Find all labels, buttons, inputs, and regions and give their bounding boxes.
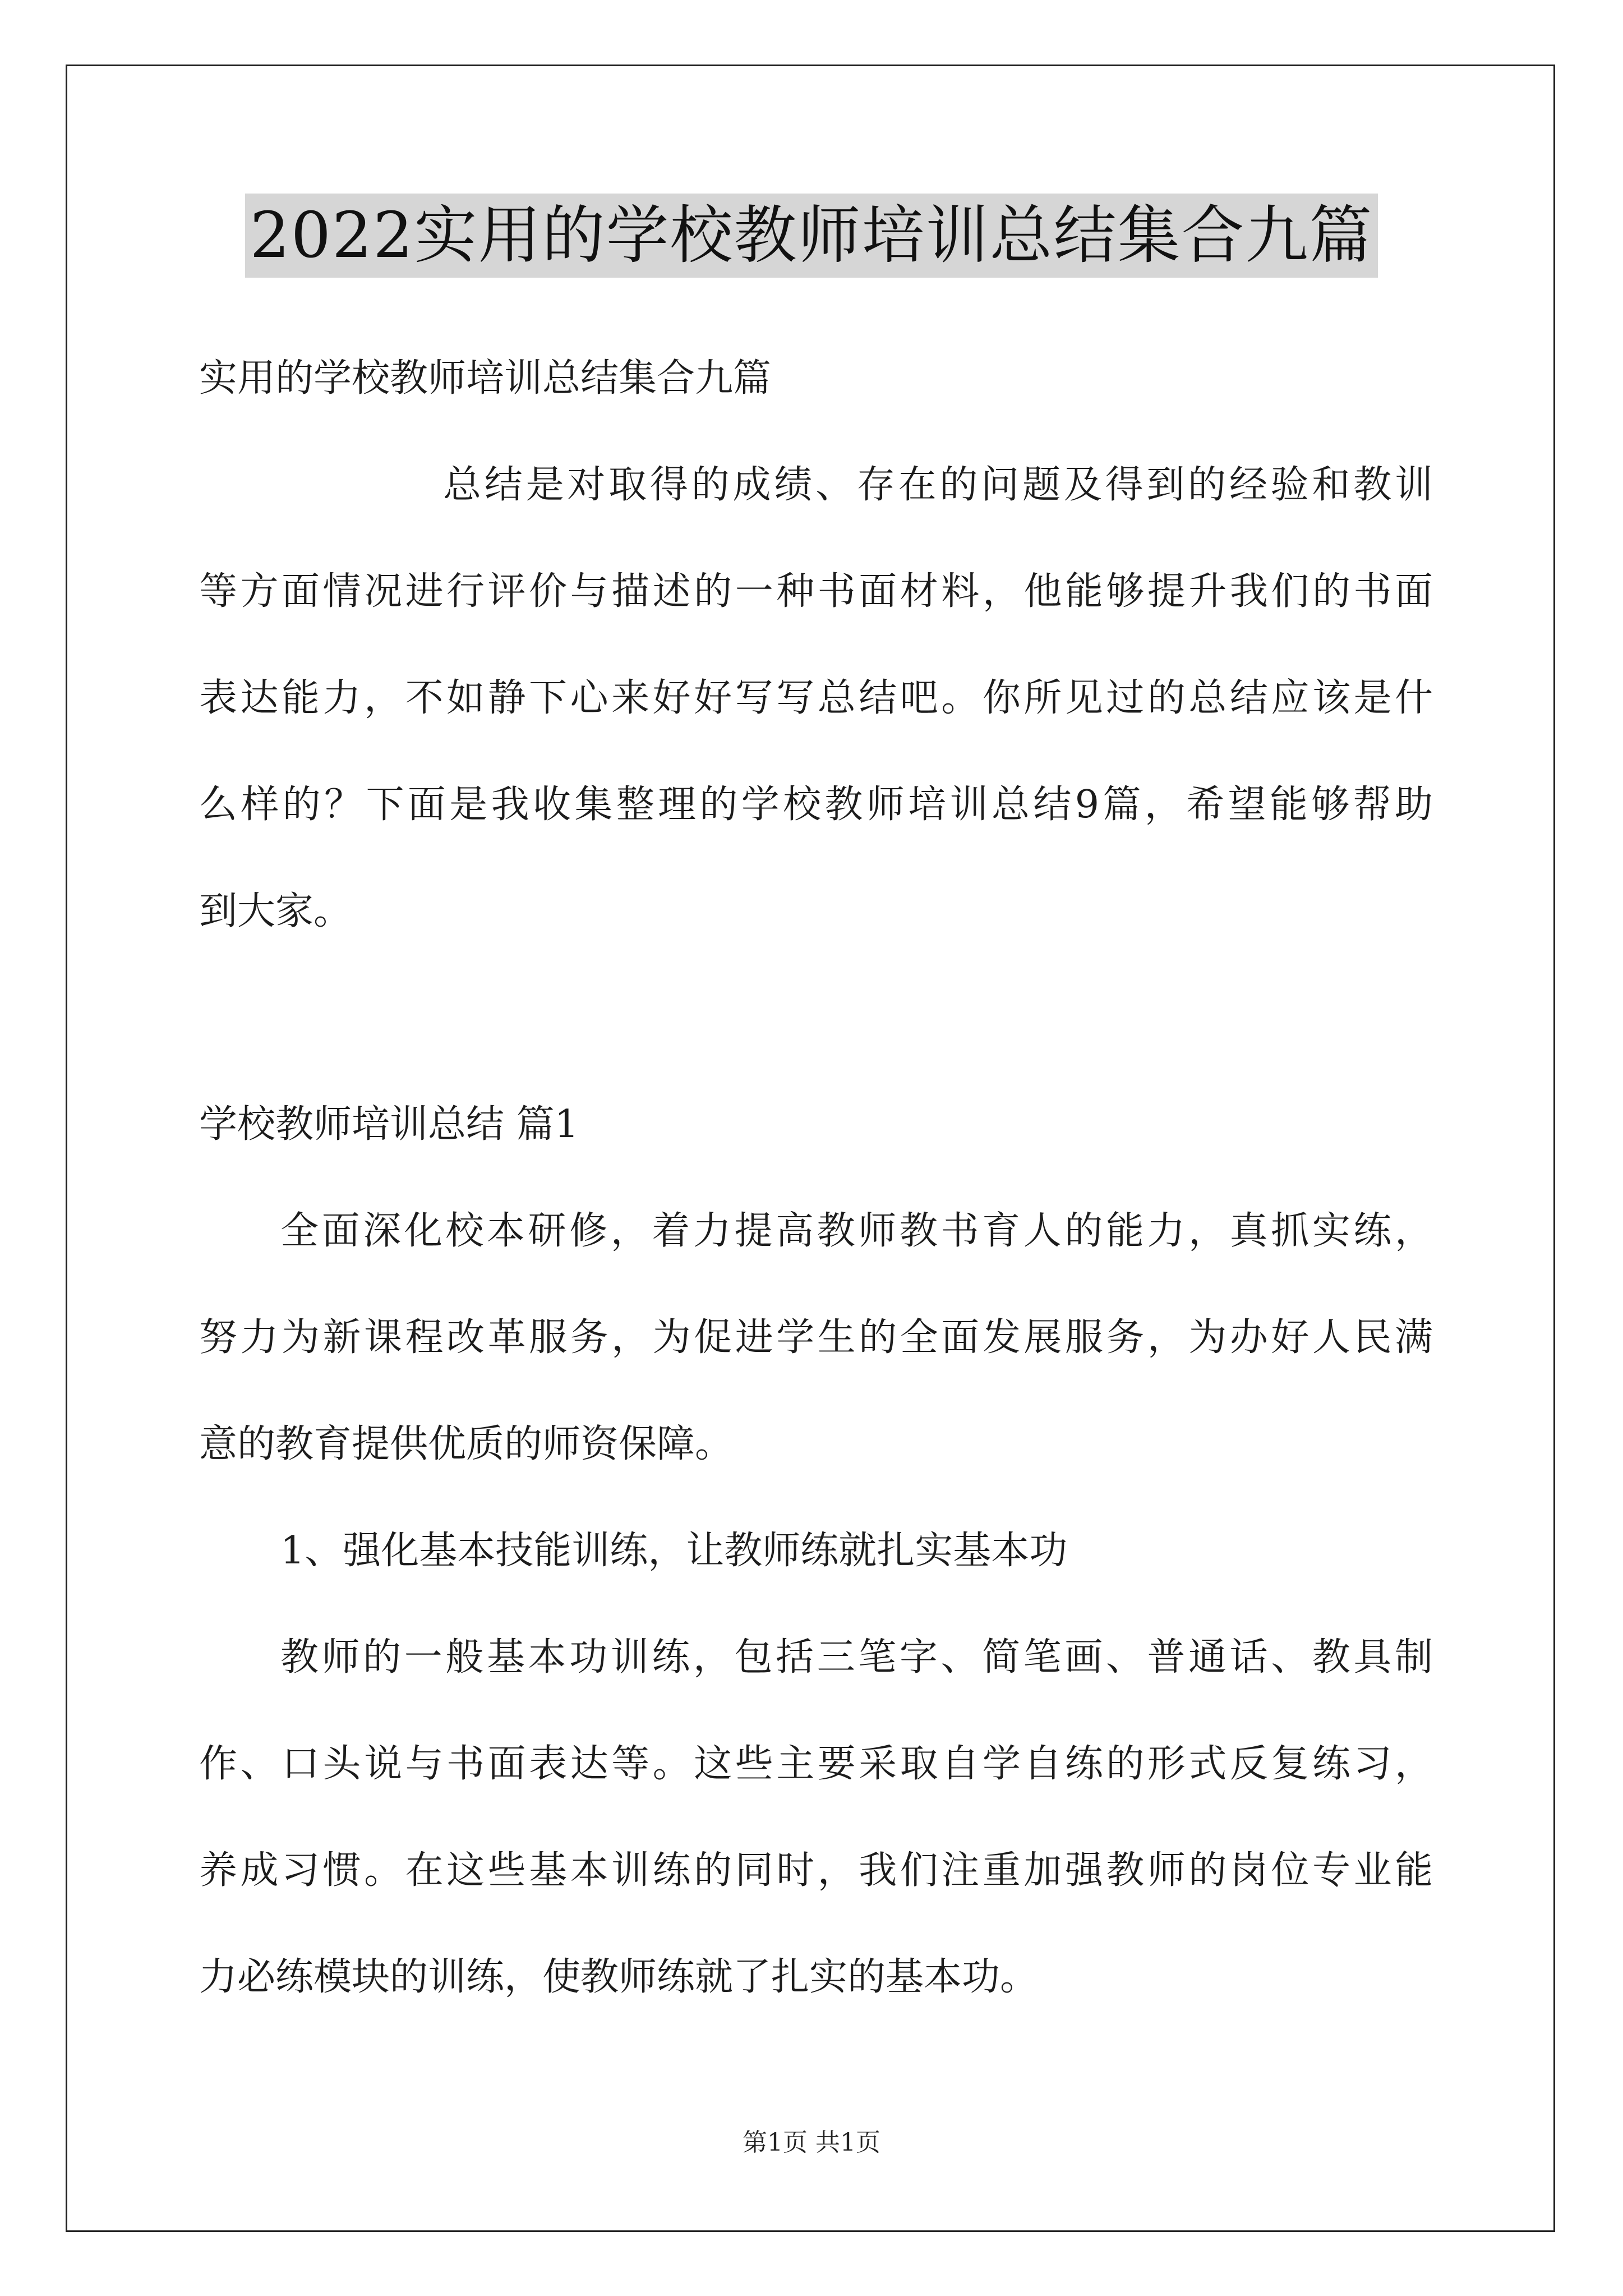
paragraph-line: 力必练模块的训练，使教师练就了扎实的基本功。: [199, 1955, 1039, 1999]
paragraph-line: 作、口头说与书面表达等。这些主要采取自学自练的形式反复练习，: [199, 1742, 1433, 1786]
paragraph-line: 意的教育提供优质的师资保障。: [199, 1422, 734, 1466]
intro-line: 么样的？下面是我收集整理的学校教师培训总结9篇，希望能够帮助: [199, 783, 1433, 827]
document-subtitle: 实用的学校教师培训总结集合九篇: [199, 356, 772, 401]
paragraph-line: 教师的一般基本功训练，包括三笔字、简笔画、普通话、教具制: [280, 1635, 1433, 1680]
intro-line: 表达能力，不如静下心来好好写写总结吧。你所见过的总结应该是什: [199, 676, 1433, 720]
page-number-footer: 第1页 共1页: [743, 2128, 880, 2157]
intro-line: 等方面情况进行评价与描述的一种书面材料，他能够提升我们的书面: [199, 569, 1433, 614]
intro-line: 到大家。: [199, 889, 352, 933]
title-container: [0, 194, 1623, 278]
section-heading: 学校教师培训总结 篇1: [199, 1102, 579, 1147]
document-title: 2022实用的学校教师培训总结集合九篇: [245, 194, 1377, 278]
paragraph-line: 养成习惯。在这些基本训练的同时，我们注重加强教师的岗位专业能: [199, 1848, 1433, 1893]
intro-line: 总结是对取得的成绩、存在的问题及得到的经验和教训: [443, 463, 1433, 507]
item-heading: 1、强化基本技能训练，让教师练就扎实基本功: [280, 1529, 1068, 1573]
paragraph-line: 努力为新课程改革服务，为促进学生的全面发展服务，为办好人民满: [199, 1315, 1433, 1360]
paragraph-line: 全面深化校本研修，着力提高教师教书育人的能力，真抓实练，: [280, 1209, 1433, 1253]
